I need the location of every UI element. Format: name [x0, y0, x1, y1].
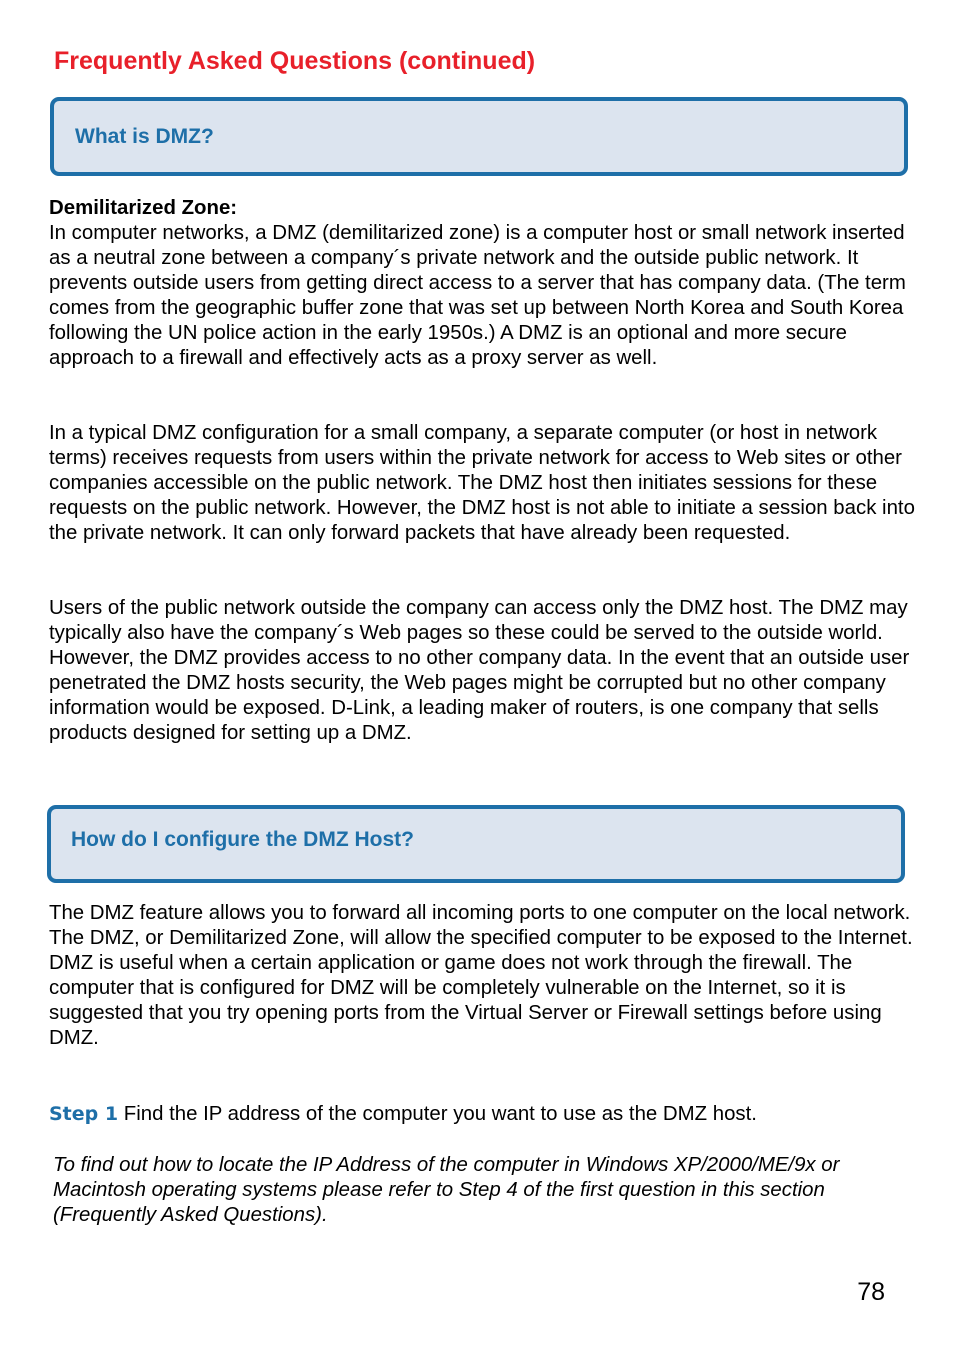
question-box-what-is-dmz	[50, 97, 908, 176]
step-text: Find the IP address of the computer you want to use as the DMZ host.	[118, 1103, 757, 1125]
question-box-configure-dmz-host	[47, 805, 905, 883]
step-label: Step 1	[49, 1103, 119, 1125]
page-number: 78	[857, 1278, 885, 1306]
question-heading: How do I configure the DMZ Host?	[71, 828, 414, 851]
paragraph-dmz-configuration: In a typical DMZ configuration for a small company, a separate computer (or host in network terms) receives requests from users within the private network for access to Web sites or other companies accessible on the public network. The DMZ host then initiates sessions for these requests on the public network. However, the DMZ host is not able to initiate a session back into the private network. It can only forward packets that have already been requested.	[49, 422, 915, 544]
question-heading: What is DMZ?	[75, 125, 214, 148]
page-title: Frequently Asked Questions (continued)	[54, 47, 536, 75]
paragraph-dmz-public-access: Users of the public network outside the company can access only the DMZ host. The DMZ may typically also have the company´s Web pages so these could be served to the outside world. However, the DMZ provides access to no other company data. In the event that an outside user penetrated the DMZ hosts security, the Web pages might be corrupted but no other company information would be exposed. D-Link, a leading maker of routers, is one company that sells products designed for setting up a DMZ.	[49, 597, 910, 744]
step-1-instruction	[49, 1102, 919, 1127]
paragraph-dmz-definition: In computer networks, a DMZ (demilitarized zone) is a computer host or small network inserted as a neutral zone between a company´s private network and the outside public network. It prevents outside users from getting direct access to a server that has company data. (The term comes from the geographic buffer zone that was set up between North Korea and South Korea following the UN police action in the early 1950s.) A DMZ is an optional and more secure approach to a firewall and effectively acts as a proxy server as well.	[49, 222, 906, 369]
subheading-demilitarized-zone: Demilitarized Zone:	[49, 197, 238, 219]
italic-note: To find out how to locate the IP Address of the computer in Windows XP/2000/ME/9x or Macintosh operating systems please refer to Step 4 of the first question in this section (Frequently Asked Questions).	[53, 1154, 840, 1226]
paragraph-dmz-feature: The DMZ feature allows you to forward all incoming ports to one computer on the local network. The DMZ, or Demilitarized Zone, will allow the specified computer to be exposed to the Internet. DMZ is useful when a certain application or game does not work through the firewall. The computer that is configured for DMZ will be completely vulnerable on the Internet, so it is suggested that you try opening ports from the Virtual Server or Firewall settings before using DMZ.	[49, 902, 913, 1049]
